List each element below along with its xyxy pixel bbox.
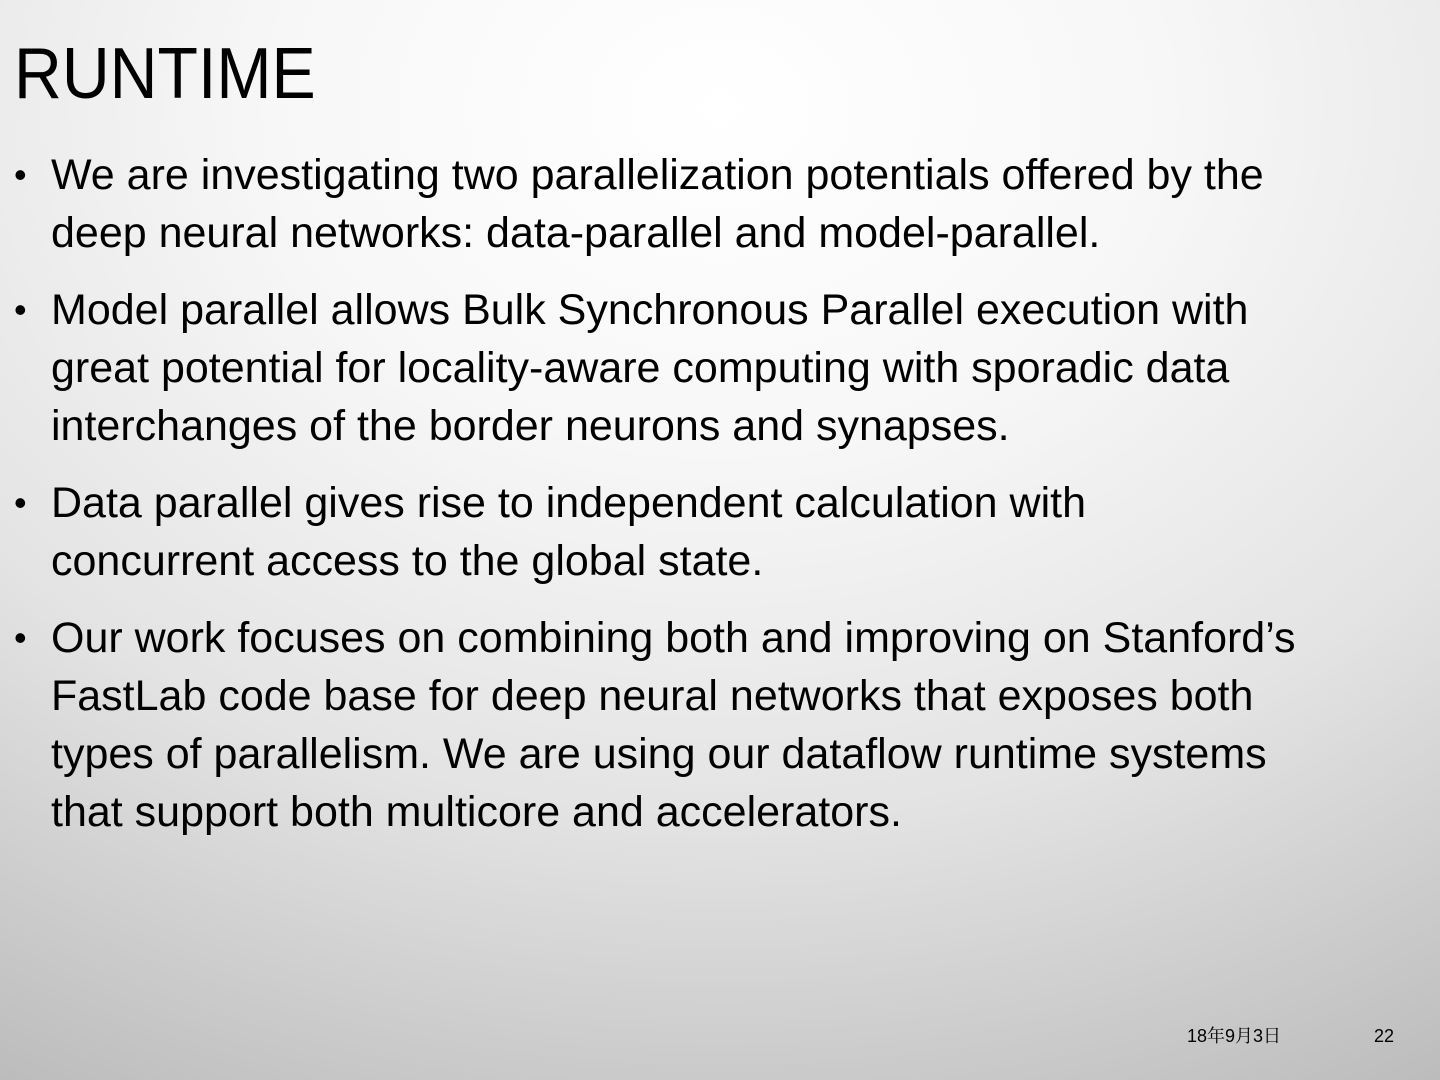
bullet-line: interchanges of the border neurons and synapses. — [51, 402, 1010, 450]
bullet-marker: • — [14, 154, 27, 195]
bullet-marker: • — [14, 289, 27, 330]
bullet-item — [14, 146, 1424, 262]
bullet-line: that support both multicore and accelerators. — [51, 788, 902, 836]
bullet-line: Our work focuses on combining both and improving on Stanford’s — [51, 614, 1296, 662]
bullet-line: Data parallel gives rise to independent calculation with — [51, 479, 1087, 527]
bullet-line: deep neural networks: data-parallel and model-parallel. — [51, 209, 1101, 257]
bullet-line: concurrent access to the global state. — [51, 537, 764, 585]
bullet-line: Model parallel allows Bulk Synchronous Parallel execution with — [51, 286, 1249, 334]
footer-date: 18年9月3日 — [1187, 1026, 1282, 1046]
bullet-marker: • — [14, 617, 27, 658]
bullet-line: FastLab code base for deep neural networks that exposes both — [51, 672, 1254, 720]
slide-number: 22 — [1374, 1026, 1395, 1046]
slide-title: RUNTIME — [14, 34, 316, 114]
bullet-item — [14, 474, 1424, 590]
bullet-line: types of parallelism. We are using our dataflow runtime systems — [51, 730, 1267, 778]
bullet-line: We are investigating two parallelization potentials offered by the — [51, 151, 1264, 199]
bullet-marker: • — [14, 482, 27, 523]
bullet-item — [14, 281, 1424, 455]
bullet-list — [14, 146, 1424, 860]
bullet-line: great potential for locality-aware computing with sporadic data — [51, 344, 1230, 392]
bullet-item — [14, 609, 1424, 841]
